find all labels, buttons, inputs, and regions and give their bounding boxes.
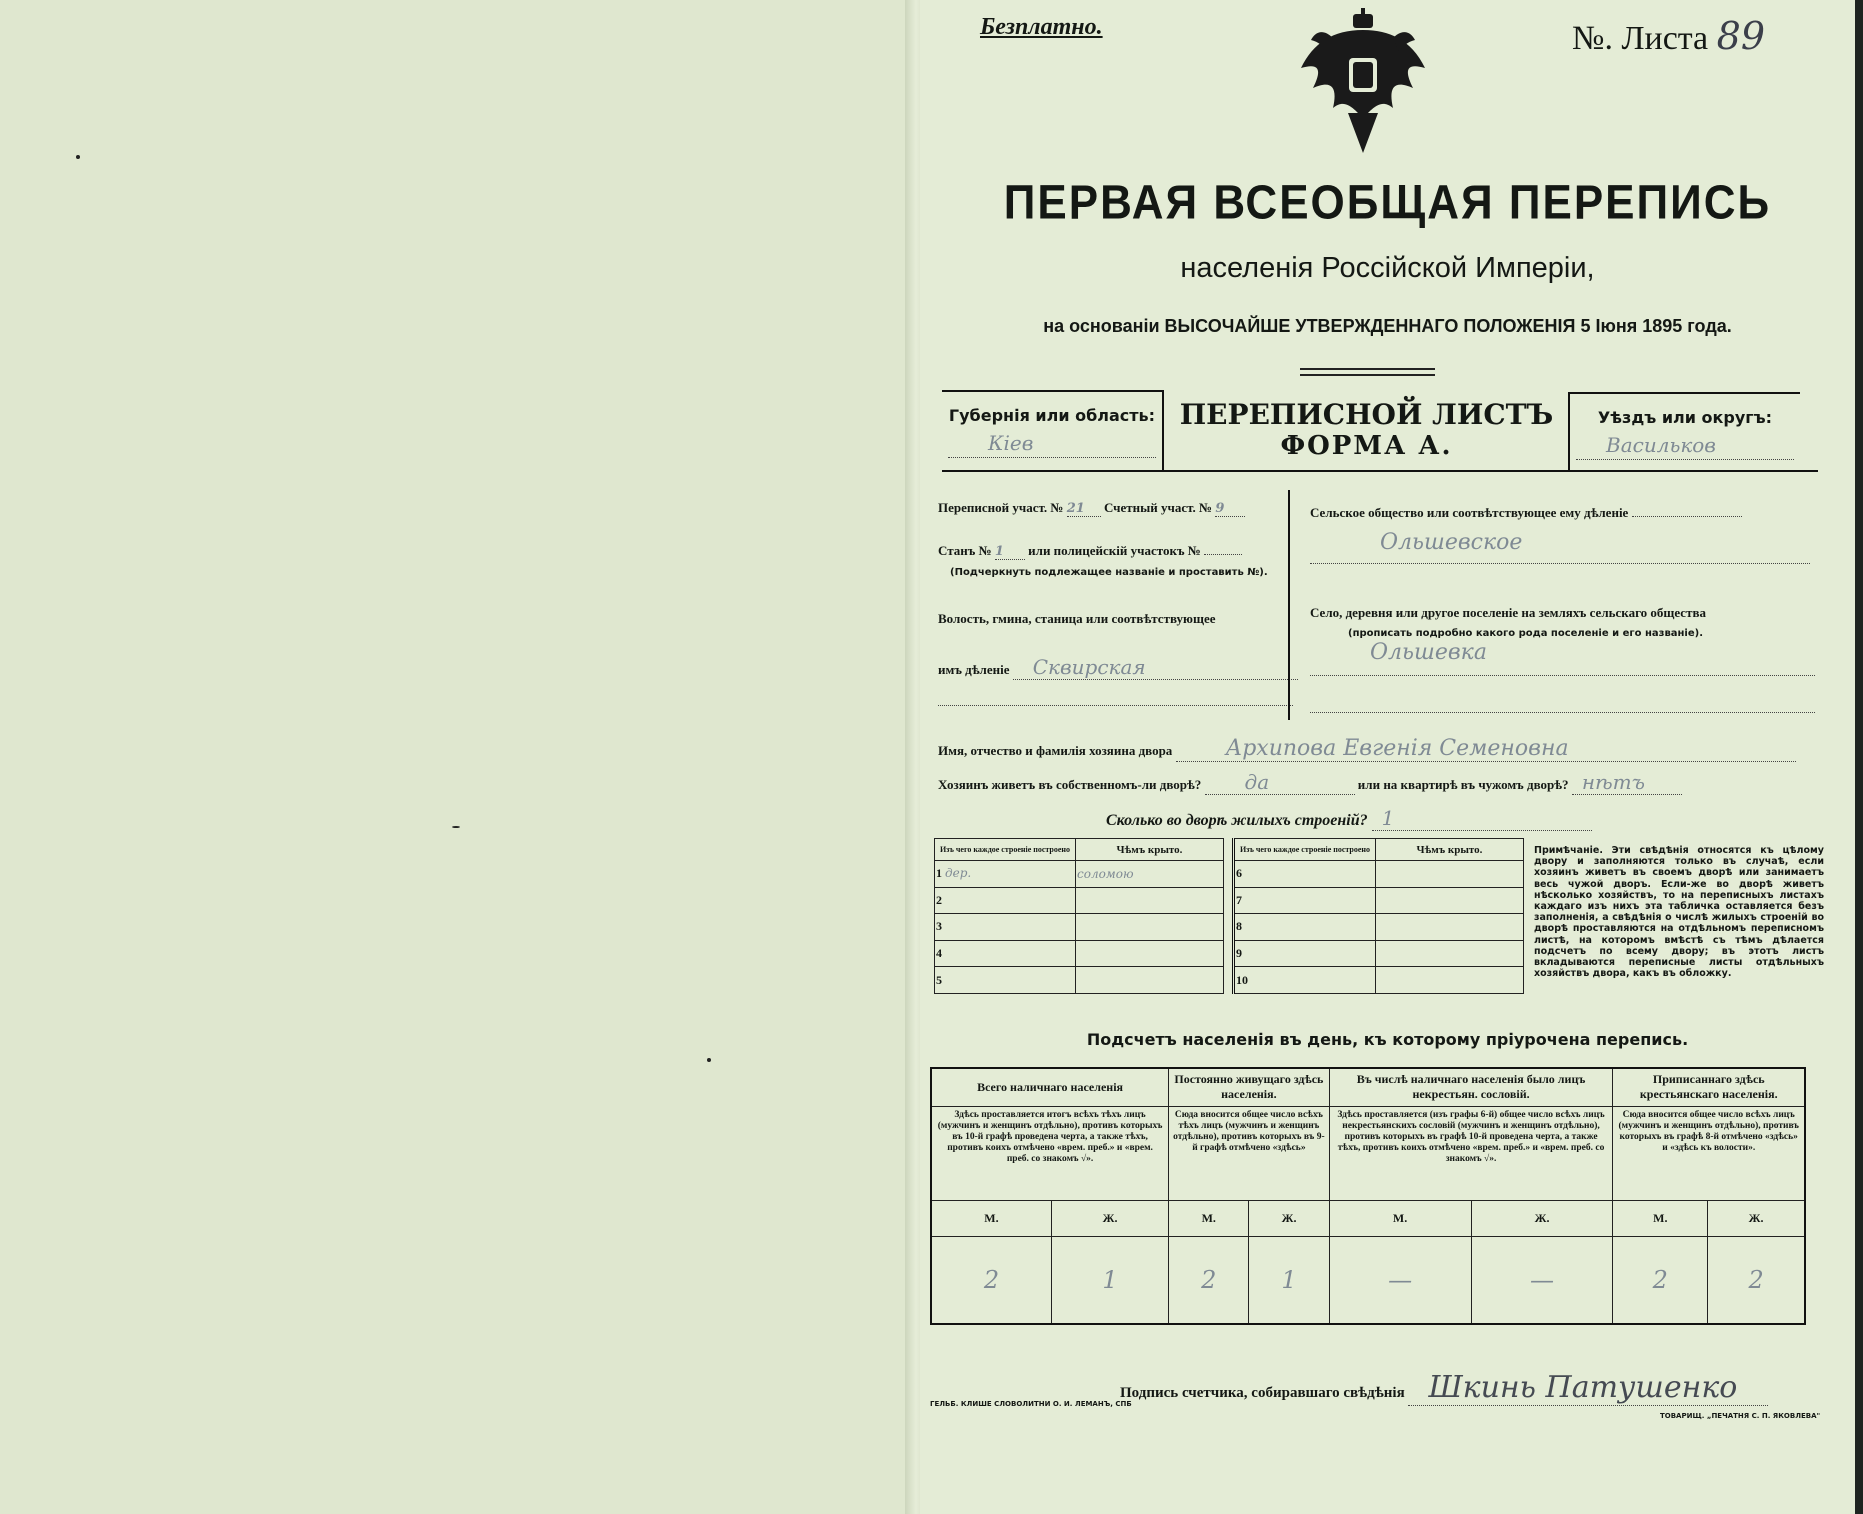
census-area-label: Переписной участ. №: [938, 500, 1064, 515]
volost-value: Сквирская: [1013, 655, 1298, 680]
census-main-title: ПЕРВАЯ ВСЕОБЩАЯ ПЕРЕПИСЬ: [1003, 175, 1772, 230]
own-yard-label: Хозяинъ живетъ въ собственномъ-ли дворѣ?: [938, 777, 1202, 792]
police-area-value: [1204, 554, 1242, 555]
col-material-header: Изъ чего каждое строеніе построено: [1234, 839, 1376, 861]
row-number: 8: [1234, 914, 1376, 941]
sex-male-header: М.: [931, 1200, 1051, 1236]
count-value: 1: [1051, 1236, 1168, 1324]
row-number: 5: [935, 967, 1076, 994]
district-box: [1568, 392, 1800, 472]
dotted-line: [938, 705, 1293, 706]
sex-female-header: Ж.: [1249, 1200, 1329, 1236]
count-value: —: [1329, 1236, 1471, 1324]
count-value: 2: [1613, 1236, 1708, 1324]
ornament-divider: [1300, 368, 1435, 376]
district-value: Васильков: [1576, 433, 1794, 460]
sex-male-header: М.: [1329, 1200, 1471, 1236]
footer-printer-right: ТОВАРИЩ. „ПЕЧАТНЯ С. П. ЯКОВЛЕВА": [1660, 1412, 1821, 1420]
row-number: 7: [1234, 887, 1376, 914]
village-label: Село, деревня или другое поселеніе на земляхъ сельскаго общества: [1310, 605, 1706, 620]
count-value: 2: [1169, 1236, 1249, 1324]
volost-label-2: имъ дѣленіе: [938, 662, 1010, 677]
stan-label: Станъ №: [938, 543, 992, 558]
buildings-table-right: [1232, 838, 1524, 994]
underline-note: (Подчеркнуть подлежащее названіе и проставить №).: [950, 567, 1268, 578]
count-value: 1: [1249, 1236, 1329, 1324]
count-area-value: 9: [1215, 501, 1245, 517]
paper-speck: [452, 826, 460, 828]
census-subtitle: населенія Россійской Имперіи,: [1180, 252, 1595, 284]
sex-female-header: Ж.: [1708, 1200, 1805, 1236]
count-value: 2: [1708, 1236, 1805, 1324]
buildings-table-left: [934, 838, 1224, 994]
sheet-number: [1572, 14, 1765, 58]
form-title: ФОРМА А.: [1280, 431, 1453, 461]
signature-row: [1120, 1370, 1820, 1406]
village-value: Ольшевка: [1310, 640, 1815, 676]
owner-label: Имя, отчество и фамилія хозяина двора: [938, 743, 1173, 758]
col-roof-header: Чѣмъ крыто.: [1076, 839, 1224, 861]
buildings-row: [1106, 806, 1806, 831]
owner-row: [938, 736, 1838, 762]
sheet-number-label: №. Листа: [1572, 20, 1709, 57]
row-number: 10: [1234, 967, 1376, 994]
count-title: Подсчетъ населенія въ день, къ которому пріурочена перепись.: [1086, 1030, 1689, 1049]
double-headed-eagle-emblem: [1293, 8, 1433, 158]
sex-male-header: М.: [1613, 1200, 1708, 1236]
volost-label: Волость, гмина, станица или соотвѣтствующее: [938, 611, 1216, 626]
province-label: Губернія или область:: [948, 406, 1156, 425]
count-area-label: Счетный участ. №: [1103, 500, 1213, 515]
volost-row: [938, 655, 1308, 680]
signature-label: Подпись счетчика, собиравшаго свѣдѣнія: [1120, 1385, 1405, 1401]
population-count-table: [930, 1067, 1806, 1325]
police-area-label: или полицейскій участокъ №: [1028, 543, 1201, 558]
row-number: 1: [936, 866, 942, 881]
count-header-peasant: Приписаннаго здѣсь крестьянскаго населенія.: [1613, 1068, 1805, 1106]
village-note: (прописать подробно какого рода поселеніе и его названіе).: [1348, 628, 1704, 639]
owner-value: Архипова Евгенія Семеновна: [1176, 736, 1796, 762]
province-value: Кіев: [948, 431, 1156, 458]
buildings-table: [934, 838, 1524, 996]
rent-label: или на квартирѣ въ чужомъ дворѣ?: [1357, 777, 1569, 792]
row-number: 9: [1234, 940, 1376, 967]
col-material-header: Изъ чего каждое строеніе построено: [935, 839, 1076, 861]
census-sheet: [920, 0, 1855, 1514]
rent-value: нѣтъ: [1572, 770, 1682, 795]
residence-row: [938, 770, 1838, 795]
sex-female-header: Ж.: [1051, 1200, 1168, 1236]
buildings-note: Примѣчаніе. Эти свѣдѣнія относятся къ цѣлому двору и заполняются только въ случаѣ, если хозяинъ живетъ въ своемъ дворѣ или занимаетъ весь чужой дворъ. Если-же во дворѣ живетъ нѣсколько хозяйствъ, то на переписныхъ листахъ каждаго изъ нихъ эта табличка оставляется безъ заполненія, а свѣдѣнія о числѣ жилыхъ строеній во дворѣ проставляются на отдѣльномъ переписномъ листѣ, на которомъ вмѣстѣ съ тѣмъ дѣлается подсчетъ по всему двору; въ этотъ листъ вкладываются переписные листы отдѣльныхъ хозяйствъ двора, какъ въ обложку.: [1534, 845, 1824, 980]
count-header-non-peasant: Въ числѣ наличнаго населенія было лицъ некрестьян. сословій.: [1329, 1068, 1613, 1106]
dotted-line: [1632, 516, 1742, 517]
dotted-line: [1310, 712, 1815, 713]
sex-female-header: Ж.: [1471, 1200, 1613, 1236]
society-row: [1310, 505, 1810, 521]
paper-speck: [76, 155, 80, 159]
buildings-label: Сколько во дворѣ жилыхъ строеній?: [1106, 812, 1368, 829]
district-label: Уѣздъ или округъ:: [1597, 408, 1773, 427]
census-basis-line: на основаніи ВЫСОЧАЙШЕ УТВЕРЖДЕННАГО ПОЛОЖЕНІЯ 5 Іюня 1895 года.: [1043, 316, 1732, 336]
sex-male-header: М.: [1169, 1200, 1249, 1236]
signature-value: Шкинь Патушенко: [1408, 1370, 1768, 1406]
free-label: Безплатно.: [980, 14, 1103, 40]
census-area-row: [938, 500, 1303, 517]
count-desc-non-peasant: Здѣсь проставляется (изъ графы 6-й) общее число всѣхъ лицъ некрестьянскихъ сословій (мужчинъ и женщинъ отдѣльно), противъ которыхъ въ графѣ 10-й проведена черта, а также тѣхъ, противъ коихъ отмѣчено «врем. преб.» и «врем. преб. со знакомъ √».: [1329, 1106, 1613, 1200]
stan-value: 1: [995, 544, 1025, 560]
left-page: [0, 0, 920, 1514]
row-number: 2: [935, 887, 1076, 914]
row-number: 6: [1234, 861, 1376, 888]
count-desc-resident: Сюда вносится общее число всѣхъ тѣхъ лицъ (мужчинъ и женщинъ отдѣльно), противъ которыхъ въ 9-й графѣ отмѣчено «здѣсь»: [1169, 1106, 1330, 1200]
stan-row: [938, 543, 1303, 560]
fields-divider: [1288, 490, 1290, 720]
buildings-value: 1: [1372, 806, 1592, 831]
province-box: [942, 390, 1164, 472]
row1-roof: соломою: [1076, 861, 1224, 888]
col-roof-header: Чѣмъ крыто.: [1376, 839, 1524, 861]
society-value: Ольшевское: [1310, 530, 1810, 564]
footer-printer-left: ГЕЛЬБ. КЛИШЕ СЛОВОЛИТНИ О. И. ЛЕМАНЪ, СПБ: [930, 1400, 1132, 1408]
sheet-title-box: [1164, 390, 1569, 470]
paper-speck: [707, 1058, 711, 1062]
count-value: 2: [931, 1236, 1051, 1324]
sheet-number-value: 89: [1716, 14, 1766, 58]
own-yard-value: да: [1205, 770, 1355, 795]
count-value: —: [1471, 1236, 1613, 1324]
census-area-value: 21: [1067, 501, 1101, 517]
society-label: Сельское общество или соотвѣтствующее ему дѣленіе: [1310, 505, 1629, 520]
count-desc-peasant: Сюда вносится общее число всѣхъ лицъ (мужчинъ и женщинъ отдѣльно), противъ которыхъ въ графѣ 8-й отмѣчено «здѣсь» и «здѣсь къ волости».: [1613, 1106, 1805, 1200]
row-number: 3: [935, 914, 1076, 941]
header-rule: [942, 470, 1818, 472]
count-desc-present: Здѣсь проставляется итогъ всѣхъ тѣхъ лицъ (мужчинъ и женщинъ отдѣльно), противъ которыхъ въ 10-й графѣ проведена черта, а также тѣхъ, противъ коихъ отмѣчено «врем. преб.» и «врем. преб. со знакомъ √».: [931, 1106, 1169, 1200]
count-header-present: Всего наличнаго населенія: [931, 1068, 1169, 1106]
row1-material: дер.: [945, 866, 972, 881]
sheet-title: ПЕРЕПИСНОЙ ЛИСТЪ: [1179, 398, 1554, 431]
row-number: 4: [935, 940, 1076, 967]
count-header-resident: Постоянно живущаго здѣсь населенія.: [1169, 1068, 1330, 1106]
